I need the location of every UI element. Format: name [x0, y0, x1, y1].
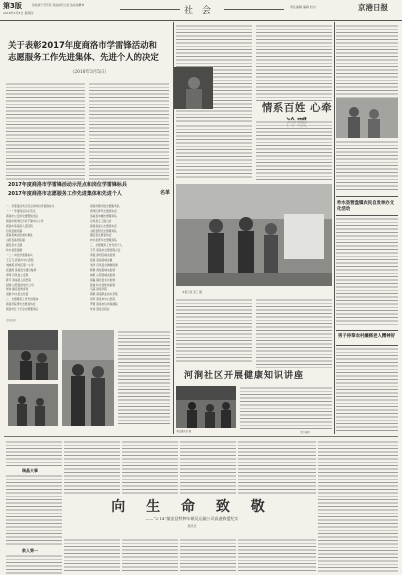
vertical-text-lines: [118, 330, 170, 426]
list-item: 吴敏 柞水县文化馆: [6, 292, 29, 297]
right-col-text4: [336, 347, 398, 431]
list-item: 商南县城关街道办事处: [6, 233, 33, 238]
list-item: 柞水县青年志愿服务队: [90, 238, 117, 243]
list-item: 丹凤县棣花镇: [6, 228, 23, 233]
list-item: 镇安县志愿者协会: [90, 233, 112, 238]
bottom-divider: [4, 436, 398, 437]
list-item: 三、志愿服务工作先进个人: [90, 243, 123, 248]
right-photo: [336, 98, 398, 138]
bottom-text-col2b: [64, 538, 120, 572]
list-item: 张丽 洛南县城关镇: [90, 257, 113, 262]
article-text-col1: [6, 82, 85, 180]
list-item: 刘晓燕 商州区第一小学: [6, 262, 34, 267]
paper-name: 京港日报: [358, 3, 388, 12]
bottom-text-col5b: [238, 538, 316, 572]
article-mid-col2: [256, 24, 332, 102]
bottom-subtitle: ——“2·14”镇安县特种车辆及运输公司高速救援纪实: [145, 516, 239, 521]
list-item: 商洛市图书馆志愿服务队: [90, 204, 120, 208]
right-headline1: 柞水县营盘镇农民自发举办文化活动: [337, 201, 395, 212]
bottom-headline-box: [70, 496, 314, 536]
list-item: 陈静 商南县城关街道: [90, 267, 116, 272]
bottom-text-col4b: [180, 538, 236, 572]
feature-text-col1: [176, 298, 252, 364]
banner-title: 情系百姓 心牵: [261, 102, 333, 114]
headline-date: （2018年3月5日）: [70, 70, 109, 75]
meeting-photo-icon: [8, 330, 58, 380]
article-photo-small: [174, 67, 213, 109]
bottom-left-text3: [6, 554, 62, 574]
bottom-left-subhead1: 瑞晶大事: [22, 468, 38, 473]
group-photo-icon: [62, 330, 114, 426]
list-item: 何军 商洛市中心医院: [90, 297, 116, 302]
header-nav: 焦裕禄干部学院 焦裕禄纪念馆 焦裕禄精神: [32, 3, 85, 7]
list-item: 丹凤县义工联合会: [90, 218, 112, 223]
source-note: 资料来源: [6, 319, 16, 322]
bottom-text-col6: [318, 440, 398, 572]
list-item: 商洛市商州区沙河子镇中心小学: [6, 218, 44, 223]
right-col-text3: [336, 217, 398, 327]
right-headline-box2: [336, 330, 398, 346]
article-mid-col1b: [176, 124, 252, 180]
page-header: [0, 0, 402, 21]
list-item: 陈芳 商南县人民医院: [6, 277, 32, 282]
list-tag: 名单: [160, 190, 171, 196]
list-headline-line1: 2017年度商洛市学雷锋活动示范点和岗位学雷锋标兵: [8, 182, 127, 188]
article-text-col2: [89, 82, 169, 180]
header-rule-left: [120, 9, 180, 10]
bottom-headline: 向 生 命 致 敬: [111, 499, 273, 515]
feature-text-col2: [256, 298, 332, 368]
honor-list-right: [90, 204, 172, 314]
list-item: 柞水县营盘镇: [6, 248, 23, 253]
banner-box: [257, 94, 337, 116]
list-headline-line2: 2017年度商洛市志愿服务工作先进集体和先进个人: [8, 190, 122, 197]
bottom-text-col4: [180, 440, 236, 494]
list-item: 张建国 洛南县交通运输局: [6, 267, 37, 272]
page-number: 第3版: [3, 2, 22, 10]
bottom-text-col2: [64, 440, 120, 494]
bottom-left-subhead2: 救人第一: [22, 548, 38, 553]
list-item: 商洛市红十字会志愿服务队: [6, 307, 39, 312]
left-photo-3: [62, 330, 114, 426]
bottom-byline: 通讯员: [187, 524, 197, 528]
list-item: 王芳 商洛市志愿者联合会: [90, 248, 121, 253]
list-item: 马超 商洛学院: [90, 287, 107, 292]
list-item: 商洛市公安局交通警察支队: [6, 213, 39, 218]
main-headline-line1: 关于表彰2017年度商洛市学雷锋活动和: [8, 40, 157, 50]
list-item: 商州区青年志愿者协会: [90, 208, 117, 213]
editor-note: 责任编辑: [300, 431, 310, 434]
vertical-text-block: [118, 330, 170, 426]
list-item: 二、志愿服务工作先进集体: [6, 297, 39, 302]
list-item: 洛南县巾帼志愿服务队: [90, 213, 117, 218]
article-mid-col2b: [256, 120, 332, 180]
list-item: 商南县爱心志愿者协会: [90, 223, 117, 228]
list-item: 山阳县阳光志愿服务队: [90, 228, 117, 233]
left-photo-1: [8, 330, 58, 380]
list-item: （二）岗位学雷锋标兵: [6, 253, 33, 258]
feature-photo-caption: 本报通讯员 摄: [176, 430, 192, 433]
main-photo: [176, 184, 332, 286]
main-photo-caption: 本报记者 张三 摄: [182, 291, 202, 294]
list-item: 刘洋 丹凤县龙驹寨街道: [90, 262, 118, 267]
classroom-photo-icon: [8, 384, 58, 426]
main-headline: [8, 39, 168, 63]
list-item: （一）学雷锋活动示范点: [6, 208, 36, 213]
bottom-left-text2: [6, 474, 62, 546]
list-headline: [8, 181, 171, 198]
list-item: 杨帆 山阳县城关街道: [90, 272, 116, 277]
photo-scene-icon: [174, 67, 213, 109]
right-headline2: 男子侍奉农村瘫痪老人精神好: [338, 334, 396, 339]
left-photo-2: [8, 384, 58, 426]
list-item: 郭敏 商洛职业技术学院: [90, 292, 118, 297]
list-item: 孙丽 柞水县乾佑街道: [90, 282, 116, 287]
lecture-photo-icon: [176, 386, 236, 428]
feature-headline: 河涧社区开展健康知识讲座: [184, 371, 305, 381]
main-headline-line2: 志愿服务工作先进集体、先进个人的决定: [8, 52, 159, 62]
right-headline-box1: [336, 196, 398, 216]
list-item: 商洛学院青年志愿者协会: [6, 302, 36, 307]
feature-headline-box: [184, 368, 314, 382]
list-item: 黄磊 镇安县永乐街道: [90, 277, 116, 282]
feature-photo: [176, 386, 236, 428]
list-item: 镇安县木王镇: [6, 243, 23, 248]
list-item: 朱伟 商洛日报社: [90, 307, 110, 312]
list-item: 赵刚 山阳县供电分公司: [6, 282, 34, 287]
bottom-text-col5: [238, 440, 316, 494]
bottom-text-col3: [122, 440, 178, 494]
bottom-left-text1: [6, 440, 62, 466]
feature-text-col3: [240, 386, 332, 430]
list-item: 商洛市洛南县人民医院: [6, 223, 33, 228]
editor-line: 责任编辑 编辑 校对: [290, 5, 316, 9]
right-col-text2: [336, 140, 398, 192]
list-item: 李明 丹凤县公安局: [6, 272, 29, 277]
list-item: 周伟 镇安县教育局: [6, 287, 29, 292]
section-name: 社 会: [184, 6, 214, 16]
column-separator: [173, 22, 174, 434]
people-photo-icon: [336, 98, 398, 138]
list-item: 山阳县高坝店镇: [6, 238, 25, 243]
column-separator: [334, 22, 335, 434]
header-rule-right: [224, 9, 284, 10]
list-item: 一、学雷锋活动示范点和岗位学雷锋标兵: [6, 204, 55, 208]
honor-list-left: [6, 204, 88, 314]
list-item: 罗霞 商洛市妇幼保健院: [90, 302, 118, 307]
volunteer-photo-icon: [176, 184, 332, 286]
list-item: 李强 商州区城关街道: [90, 253, 116, 258]
list-item: 王云飞 商洛市中心医院: [6, 257, 34, 262]
bottom-text-col3b: [122, 538, 178, 572]
issue-date: 2018年3月8日 星期四: [3, 11, 34, 15]
